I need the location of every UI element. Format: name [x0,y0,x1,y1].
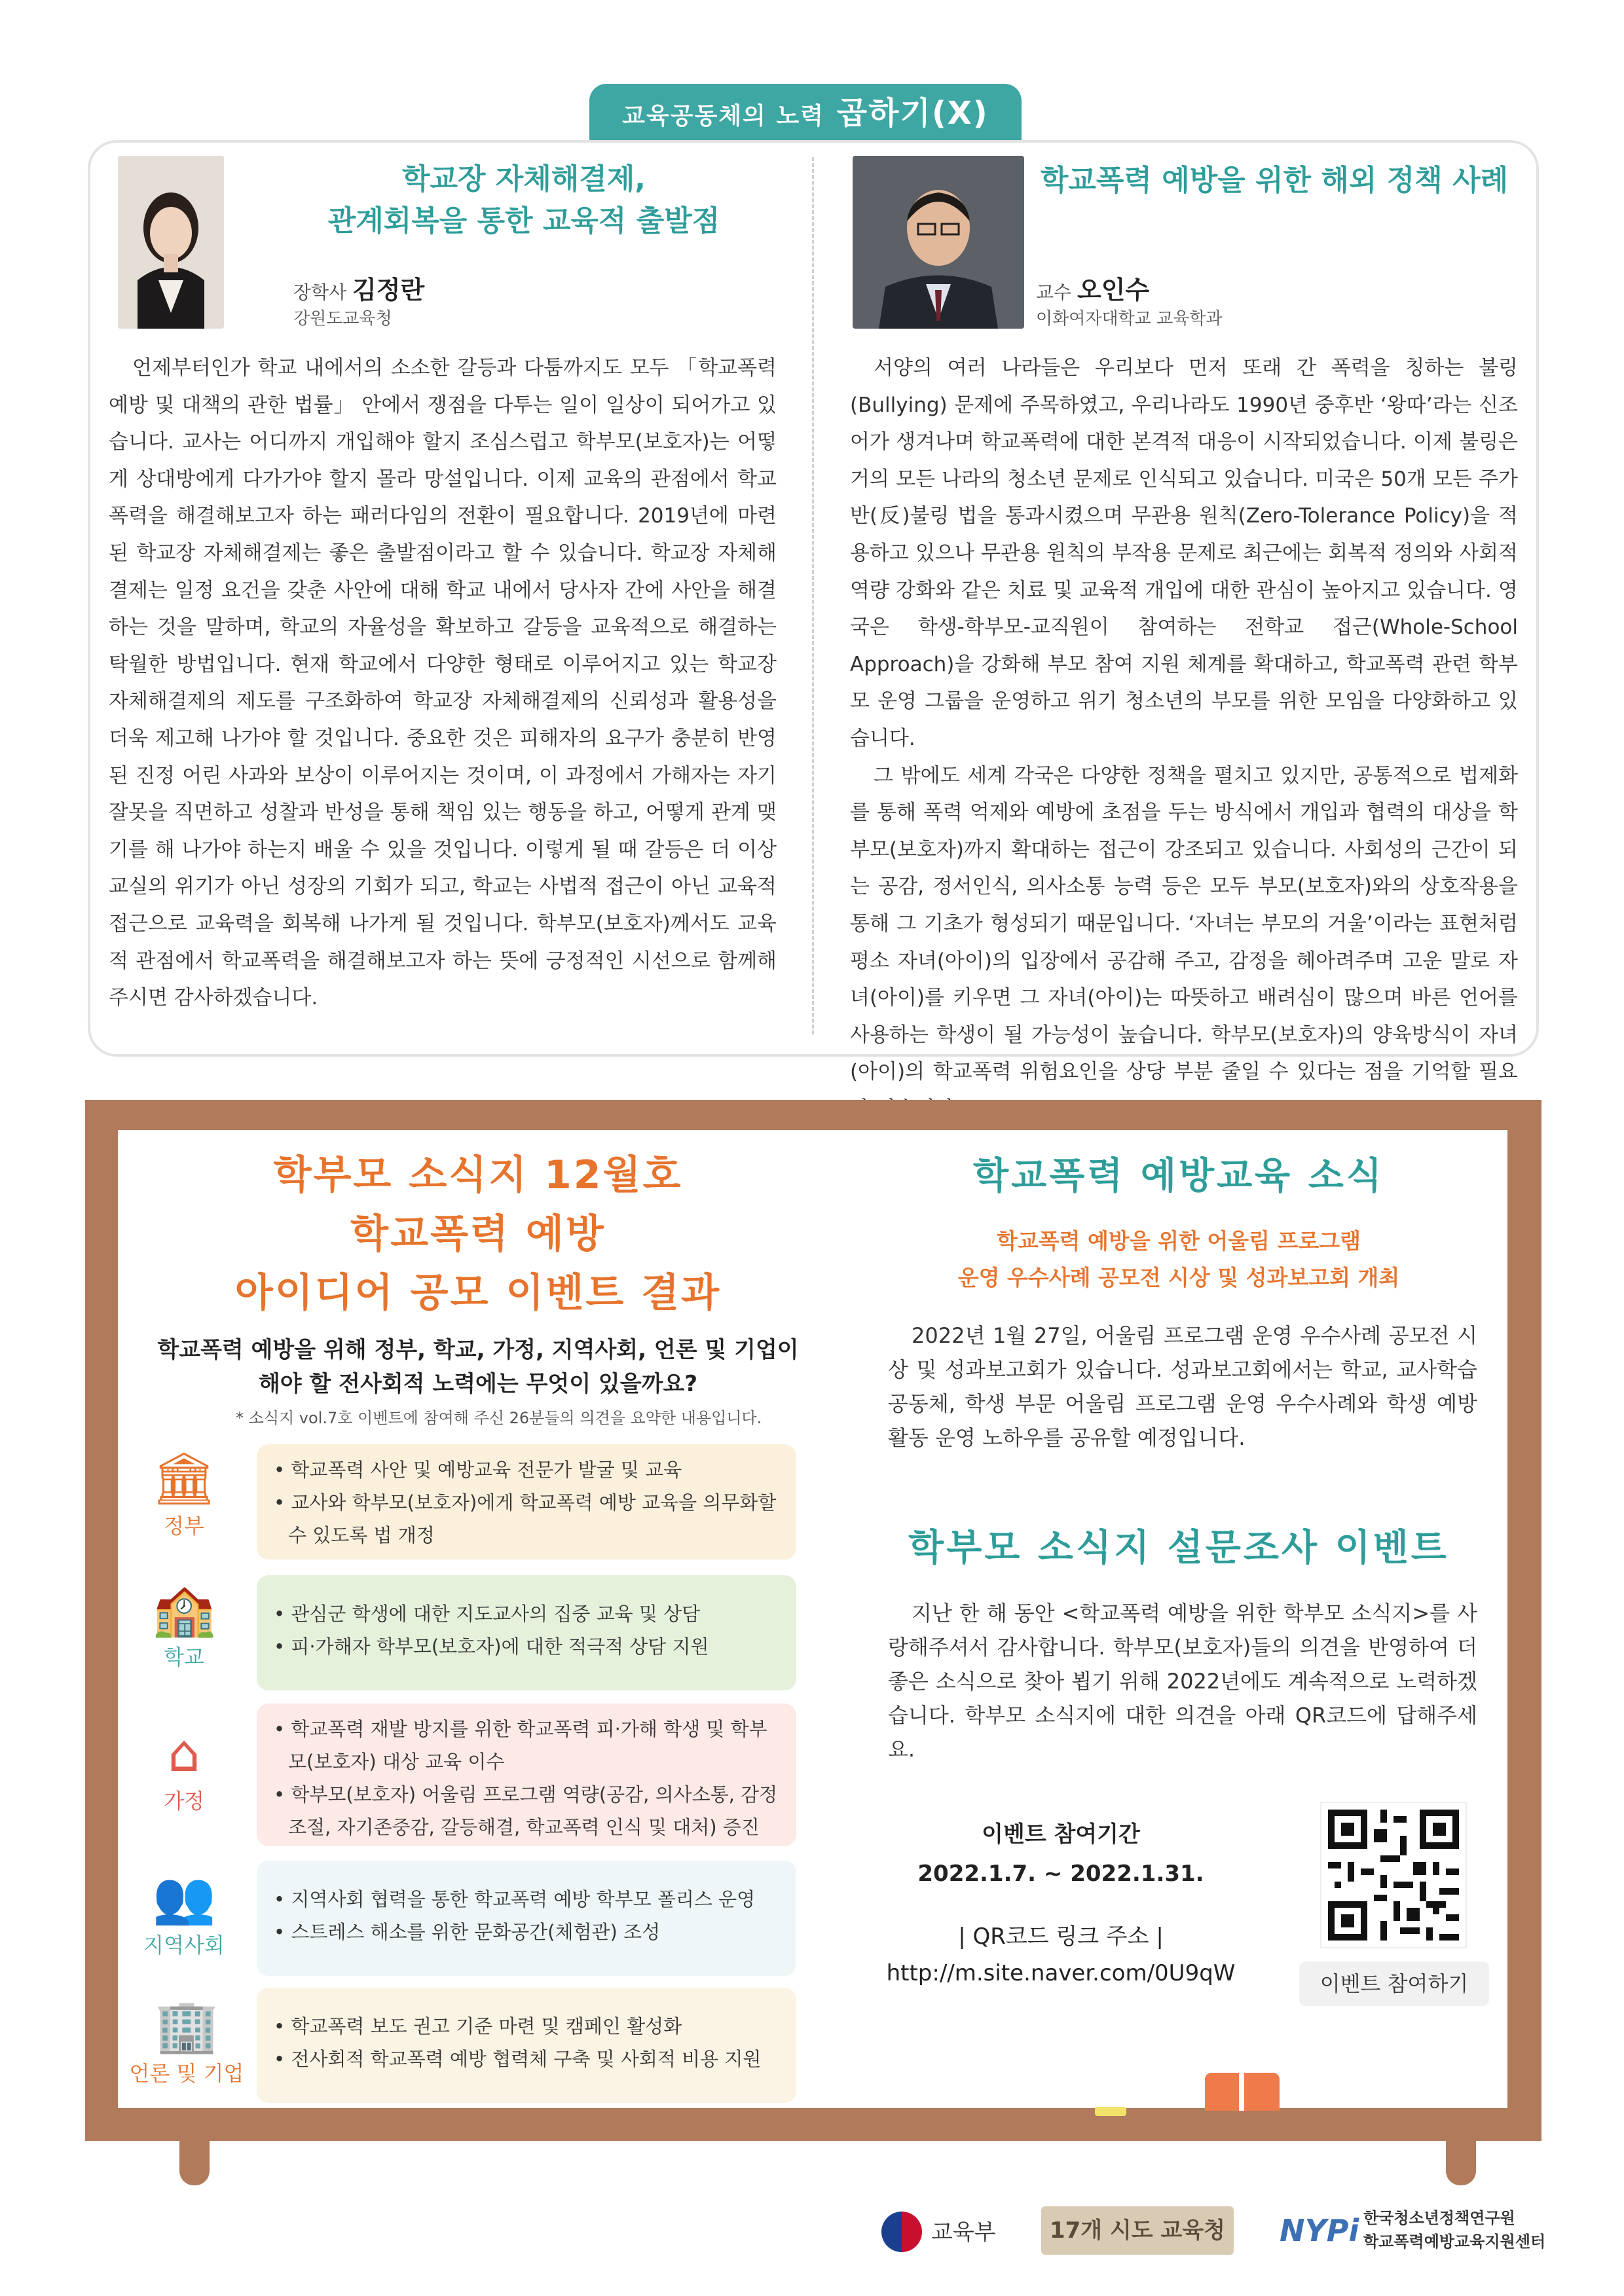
government-building-icon: 🏛 [151,1449,217,1508]
family-home-icon: ⌂ [168,1724,200,1783]
nypi-logo-icon: NYPi [1280,2213,1359,2248]
right-author-role: 교수 [1036,282,1072,303]
left-article-title-line1: 학교장 자체해결제, [401,162,646,196]
news-subtitle [877,1223,1480,1296]
category-box-government [257,1444,796,1559]
contest-note: * 소식지 vol.7호 이벤트에 참여해 주신 26분들의 의견을 요약한 내용입니다. [236,1409,762,1427]
news-subtitle-line2: 운영 우수사례 공모전 시상 및 성과보고회 개최 [957,1265,1400,1290]
qr-code[interactable] [1320,1802,1467,1948]
category-label: 언론 및 기업 [129,2061,244,2086]
event-period-value: 2022.1.7. ~ 2022.1.31. [917,1861,1204,1887]
board-leg-right [1446,2140,1476,2185]
nypi-label-line2: 학교폭력예방교육지원센터 [1363,2232,1546,2251]
right-author-line [1036,270,1149,306]
category-media-business [124,1997,249,2087]
survey-title: 학부모 소식지 설문조사 이벤트 [908,1527,1449,1569]
author-photo-right [853,156,1024,329]
left-author-name: 김정란 [352,276,425,304]
category-box-family [257,1704,796,1846]
category-item: • 피·가해자 학부모(보호자)에 대한 적극적 상담 지원 [274,1630,779,1663]
qr-link-label: | QR코드 링크 주소 | [958,1923,1164,1950]
section-tab [589,84,1022,143]
left-article-title [249,158,799,242]
board-leg-left [179,2140,210,2185]
moe-label: 교육부 [931,2219,996,2246]
left-article-paragraph: 언제부터인가 학교 내에서의 소소한 갈등과 다툼까지도 모두 「학교폭력 예방 및 대책의 관한 법률」 안에서 쟁점을 다투는 일이 일상이 되어가고 있습니다. 교사는 어디까지 개입해야 할지 조심스럽고 학부모(보호자)는 어떻게 상대방에게 다가가야 할지 몰라 망설입니다. 이제 교육의 관점에서 학교폭력을 해결해보고자 하는 패러다임의 전환이 필요합니다. 2019년에 마련된 학교장 자체해결제는 좋은 출발점이라고 할 수 있습니다. 학교장 자체해결제는 일정 요건을 갖춘 사안에 대해 학교 내에서 당사자 간에 사안을 해결하는 것을 말하며, 학교의 자율성을 확보하고 갈등을 교육적으로 해결하는 탁월한 방법입니다. 현재 학교에서 다양한 형태로 이루어지고 있는 학교장 자체해결제의 제도를 구조화하여 학교장 자체해결제의 신뢰성과 활용성을 더욱 제고해 나가야 할 것입니다. 중요한 것은 피해자의 요구가 충분히 반영된 진정 어린 사과와 보상이 이루어지는 것이며, 이 과정에서 가해자는 자기 잘못을 직면하고 성찰과 반성을 통해 책임 있는 행동을 하고, 어떻게 관계 맺기를 해 나가야 하는지 배울 수 있을 것입니다. 이렇게 될 때 갈등은 더 이상 교실의 위기가 아닌 성장의 기회가 되고, 학교는 사법적 접근이 아닌 교육적 접근으로 교육력을 회복해 나가게 될 것입니다. 학부모(보호자)께서도 교육적 관점에서 학교폭력을 해결해보고자 하는 뜻에 긍정적인 시선으로 함께해 주시면 감사하겠습니다. [109,356,777,1010]
category-item: • 전사회적 학교폭력 예방 협력체 구축 및 사회적 비용 지원 [274,2043,779,2075]
right-article-body [850,350,1518,1127]
school-icon: 🏫 [152,1580,216,1639]
category-item: • 학부모(보호자) 어울림 프로그램 역량(공감, 의사소통, 감정조절, 자기존중감, 갈등해결, 학교폭력 인식 및 대처) 증진 [274,1778,779,1844]
contest-title-line1: 학부모 소식지 12월호 [273,1152,683,1198]
nypi-label [1363,2206,1545,2253]
category-box-community [257,1861,796,1976]
category-label: 정부 [164,1514,204,1539]
contest-question-line2: 해야 할 전사회적 노력에는 무엇이 있을까요? [258,1371,698,1397]
category-box-media-business [257,1988,796,2103]
nypi-label-line1: 한국청소년정책연구원 [1363,2209,1515,2227]
author-photo-left [118,156,224,329]
contest-title-line3: 아이디어 공모 이벤트 결과 [234,1270,722,1316]
category-box-school [257,1575,796,1690]
category-item: • 학교폭력 사안 및 예방교육 전문가 발굴 및 교육 [274,1453,779,1486]
provincial-offices-badge: 17개 시도 교육청 [1041,2206,1234,2255]
contest-question-line1: 학교폭력 예방을 위해 정부, 학교, 가정, 지역사회, 언론 및 기업이 [157,1337,799,1363]
contest-title [151,1146,805,1322]
category-item: • 학교폭력 재발 방지를 위한 학교폭력 피·가해 학생 및 학부모(보호자) 대상 교육 이수 [274,1713,779,1778]
right-article-paragraph-1: 서양의 여러 나라들은 우리보다 먼저 또래 간 폭력을 칭하는 불링(Bullying) 문제에 주목하였고, 우리나라도 1990년 중후반 ‘왕따’라는 신조어가 생겨나며 학교폭력에 대한 본격적 대응이 시작되었습니다. 이제 불링은 거의 모든 나라의 청소년 문제로 인식되고 있습니다. 미국은 50개 모든 주가 반(反)불링 법을 통과시켰으며 무관용 원칙(Zero-Tolerance Policy)을 적용하고 있으나 무관용 원칙의 부작용 문제로 최근에는 회복적 정의와 사회적 역량 강화와 같은 치료 및 교육적 개입에 대한 관심이 높아지고 있습니다. 영국은 학생-학부모-교직원이 참여하는 전학교 접근(Whole-School Approach)을 강화해 부모 참여 지원 체계를 확대하고, 학교폭력 관련 학부모 운영 그룹을 운영하고 위기 청소년의 부모를 위한 모임을 다양화하고 있습니다. [850,356,1518,750]
qr-link-block [851,1918,1270,1992]
left-article-title-line2: 관계회복을 통한 교육적 출발점 [327,204,720,238]
news-body: 2022년 1월 27일, 어울림 프로그램 운영 우수사례 공모전 시상 및 성과보고회가 있습니다. 성과보고회에서는 학교, 교사학습공동체, 학생 부문 어울림 프로그램 운영 우수사례와 학생 예방 활동 운영 노하우를 공유할 예정입니다. [888,1323,1477,1450]
event-participate-button[interactable]: 이벤트 참여하기 [1299,1961,1489,2006]
chalk-piece [1095,2107,1126,2116]
eraser-divider [1239,2073,1244,2111]
category-label: 가정 [164,1789,204,1813]
column-divider [812,157,814,1034]
category-government [141,1449,227,1540]
community-icon: 👥 [152,1868,216,1927]
buildings-icon: 🏢 [155,1997,219,2056]
left-author-affiliation: 강원도교육청 [293,309,392,329]
qr-link-url[interactable]: http://m.site.naver.com/0U9qW [886,1960,1236,1986]
news-title: 학교폭력 예방교육 소식 [973,1155,1384,1197]
category-community [128,1868,240,1959]
category-label: 지역사회 [143,1933,225,1958]
left-article-body [109,350,777,1017]
category-item: • 관심군 학생에 대한 지도교사의 집중 교육 및 상담 [274,1597,779,1630]
category-family [141,1724,227,1815]
event-period-label: 이벤트 참여기간 [982,1821,1140,1848]
event-period [858,1815,1264,1893]
right-author-name: 오인수 [1077,276,1150,304]
category-item: • 교사와 학부모(보호자)에게 학교폭력 예방 교육을 의무화할 수 있도록 법 개정 [274,1486,779,1552]
section-tab-prefix: 교육공동체의 노력 [622,103,825,130]
right-author-affiliation: 이화여자대학교 교육학과 [1036,309,1223,329]
left-author-role: 장학사 [293,282,347,303]
moe-logo-icon [881,2212,922,2252]
news-subtitle-line1: 학교폭력 예방을 위한 어울림 프로그램 [996,1228,1361,1254]
survey-body: 지난 한 해 동안 <학교폭력 예방을 위한 학부모 소식지>를 사랑해주셔서 감사합니다. 학부모(보호자)들의 의견을 반영하여 더 좋은 소식으로 찾아 뵙기 위해 2022년에도 계속적으로 노력하겠습니다. 학부모 소식지에 대한 의견을 아래 QR코드에 답해주세요. [888,1601,1477,1762]
left-author-line [293,270,424,306]
category-item: • 학교폭력 보도 권고 기준 마련 및 캠페인 활성화 [274,2010,779,2043]
category-school [141,1580,227,1671]
section-tab-main: 곱하기(X) [836,95,989,132]
category-item: • 스트레스 해소를 위한 문화공간(체험관) 조성 [274,1916,779,1948]
right-article-title: 학교폭력 예방을 위한 해외 정책 사례 [1040,164,1509,197]
category-label: 학교 [164,1645,204,1669]
contest-question [144,1333,812,1401]
contest-title-line2: 학교폭력 예방 [350,1211,606,1257]
category-item: • 지역사회 협력을 통한 학교폭력 예방 학부모 폴리스 운영 [274,1883,779,1916]
right-article-paragraph-2: 그 밖에도 세계 각국은 다양한 정책을 펼치고 있지만, 공통적으로 법제화를 통해 폭력 억제와 예방에 초점을 두는 방식에서 개입과 협력의 대상을 학부모(보호자)까지 확대하는 접근이 강조되고 있습니다. 사회성의 근간이 되는 공감, 정서인식, 의사소통 능력 등은 모두 부모(보호자)와의 상호작용을 통해 그 기초가 형성되기 때문입니다. ‘자녀는 부모의 거울’이라는 표현처럼 평소 자녀(아이)의 입장에서 공감해 주고, 감정을 헤아려주며 고운 말로 자녀(아이)를 키우면 그 자녀(아이)는 따뜻하고 배려심이 많으며 바른 언어를 사용하는 학생이 될 가능성이 높습니다. 학부모(보호자)의 양육방식이 자녀(아이)의 학교폭력 위험요인을 상당 부분 줄일 수 있다는 점을 기억할 필요 [850,763,1518,1084]
